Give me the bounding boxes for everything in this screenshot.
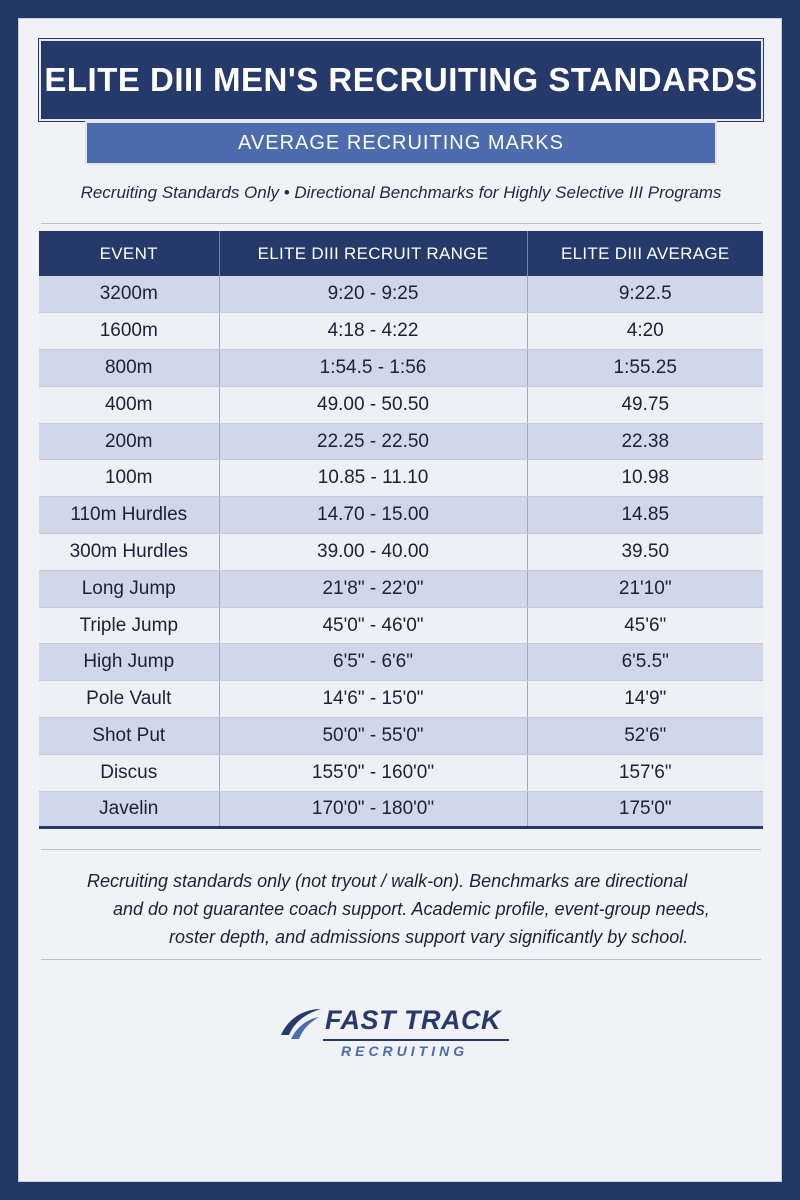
table-body xyxy=(39,276,763,828)
average-cell: 22.38 xyxy=(527,423,763,460)
title-banner xyxy=(39,39,763,121)
range-cell: 50'0" - 55'0" xyxy=(219,718,527,755)
event-cell: Triple Jump xyxy=(39,607,219,644)
average-cell: 39.50 xyxy=(527,534,763,571)
disclaimer-line-2: and do not guarantee coach support. Academic profile, event-group needs, xyxy=(113,899,710,919)
column-header-range: ELITE DIII RECRUIT RANGE xyxy=(219,231,527,276)
logo-underline xyxy=(323,1039,509,1041)
page-subtitle: AVERAGE RECRUITING MARKS xyxy=(238,131,564,154)
event-cell: Discus xyxy=(39,754,219,791)
event-cell: Shot Put xyxy=(39,718,219,755)
event-cell: 1600m xyxy=(39,313,219,350)
average-cell: 52'6" xyxy=(527,718,763,755)
swoosh-icon xyxy=(277,1005,323,1045)
tagline: Recruiting Standards Only • Directional Benchmarks for Highly Selective III Programs xyxy=(80,183,722,202)
range-cell: 1:54.5 - 1:56 xyxy=(219,350,527,387)
average-cell: 49.75 xyxy=(527,386,763,423)
average-cell: 175'0" xyxy=(527,791,763,828)
average-cell: 1:55.25 xyxy=(527,350,763,387)
table-row xyxy=(39,497,763,534)
event-cell: High Jump xyxy=(39,644,219,681)
average-cell: 21'10" xyxy=(527,570,763,607)
average-cell: 45'6" xyxy=(527,607,763,644)
range-cell: 14.70 - 15.00 xyxy=(219,497,527,534)
table-row xyxy=(39,313,763,350)
logo-name: FAST TRACK xyxy=(325,1005,501,1035)
range-cell: 4:18 - 4:22 xyxy=(219,313,527,350)
range-cell: 6'5" - 6'6" xyxy=(219,644,527,681)
table-row xyxy=(39,386,763,423)
table-row xyxy=(39,570,763,607)
table-row xyxy=(39,791,763,828)
event-cell: Pole Vault xyxy=(39,681,219,718)
event-cell: 200m xyxy=(39,423,219,460)
event-cell: 800m xyxy=(39,350,219,387)
column-header-average: ELITE DIII AVERAGE xyxy=(527,231,763,276)
average-cell: 10.98 xyxy=(527,460,763,497)
fast-track-logo xyxy=(277,1003,527,1063)
divider xyxy=(41,223,761,224)
disclaimer-line-3: roster depth, and admissions support vary significantly by school. xyxy=(169,927,689,947)
standards-table xyxy=(39,231,763,829)
table-row xyxy=(39,644,763,681)
subtitle-banner xyxy=(85,121,717,165)
table-row xyxy=(39,534,763,571)
table-header-row xyxy=(39,231,763,276)
range-cell: 22.25 - 22.50 xyxy=(219,423,527,460)
event-cell: 300m Hurdles xyxy=(39,534,219,571)
event-cell: Javelin xyxy=(39,791,219,828)
average-cell: 9:22.5 xyxy=(527,276,763,313)
range-cell: 14'6" - 15'0" xyxy=(219,681,527,718)
page-title: ELITE DIII MEN'S RECRUITING STANDARDS xyxy=(44,61,758,98)
range-cell: 21'8" - 22'0" xyxy=(219,570,527,607)
logo-subtitle: RECRUITING xyxy=(341,1043,469,1059)
range-cell: 170'0" - 180'0" xyxy=(219,791,527,828)
range-cell: 49.00 - 50.50 xyxy=(219,386,527,423)
table-row xyxy=(39,754,763,791)
average-cell: 14.85 xyxy=(527,497,763,534)
range-cell: 39.00 - 40.00 xyxy=(219,534,527,571)
table-row xyxy=(39,276,763,313)
event-cell: 110m Hurdles xyxy=(39,497,219,534)
average-cell: 14'9" xyxy=(527,681,763,718)
event-cell: Long Jump xyxy=(39,570,219,607)
average-cell: 157'6" xyxy=(527,754,763,791)
divider xyxy=(41,849,761,850)
table-row xyxy=(39,681,763,718)
disclaimer-line-1: Recruiting standards only (not tryout / walk-on). Benchmarks are directional xyxy=(87,871,688,891)
divider xyxy=(41,959,761,960)
event-cell: 400m xyxy=(39,386,219,423)
event-cell: 100m xyxy=(39,460,219,497)
table-row xyxy=(39,423,763,460)
table-row xyxy=(39,350,763,387)
range-cell: 155'0" - 160'0" xyxy=(219,754,527,791)
table-row xyxy=(39,607,763,644)
column-header-event: EVENT xyxy=(39,231,219,276)
range-cell: 45'0" - 46'0" xyxy=(219,607,527,644)
event-cell: 3200m xyxy=(39,276,219,313)
table-row xyxy=(39,718,763,755)
range-cell: 10.85 - 11.10 xyxy=(219,460,527,497)
average-cell: 4:20 xyxy=(527,313,763,350)
table-row xyxy=(39,460,763,497)
average-cell: 6'5.5" xyxy=(527,644,763,681)
standards-card xyxy=(18,18,782,1182)
range-cell: 9:20 - 9:25 xyxy=(219,276,527,313)
